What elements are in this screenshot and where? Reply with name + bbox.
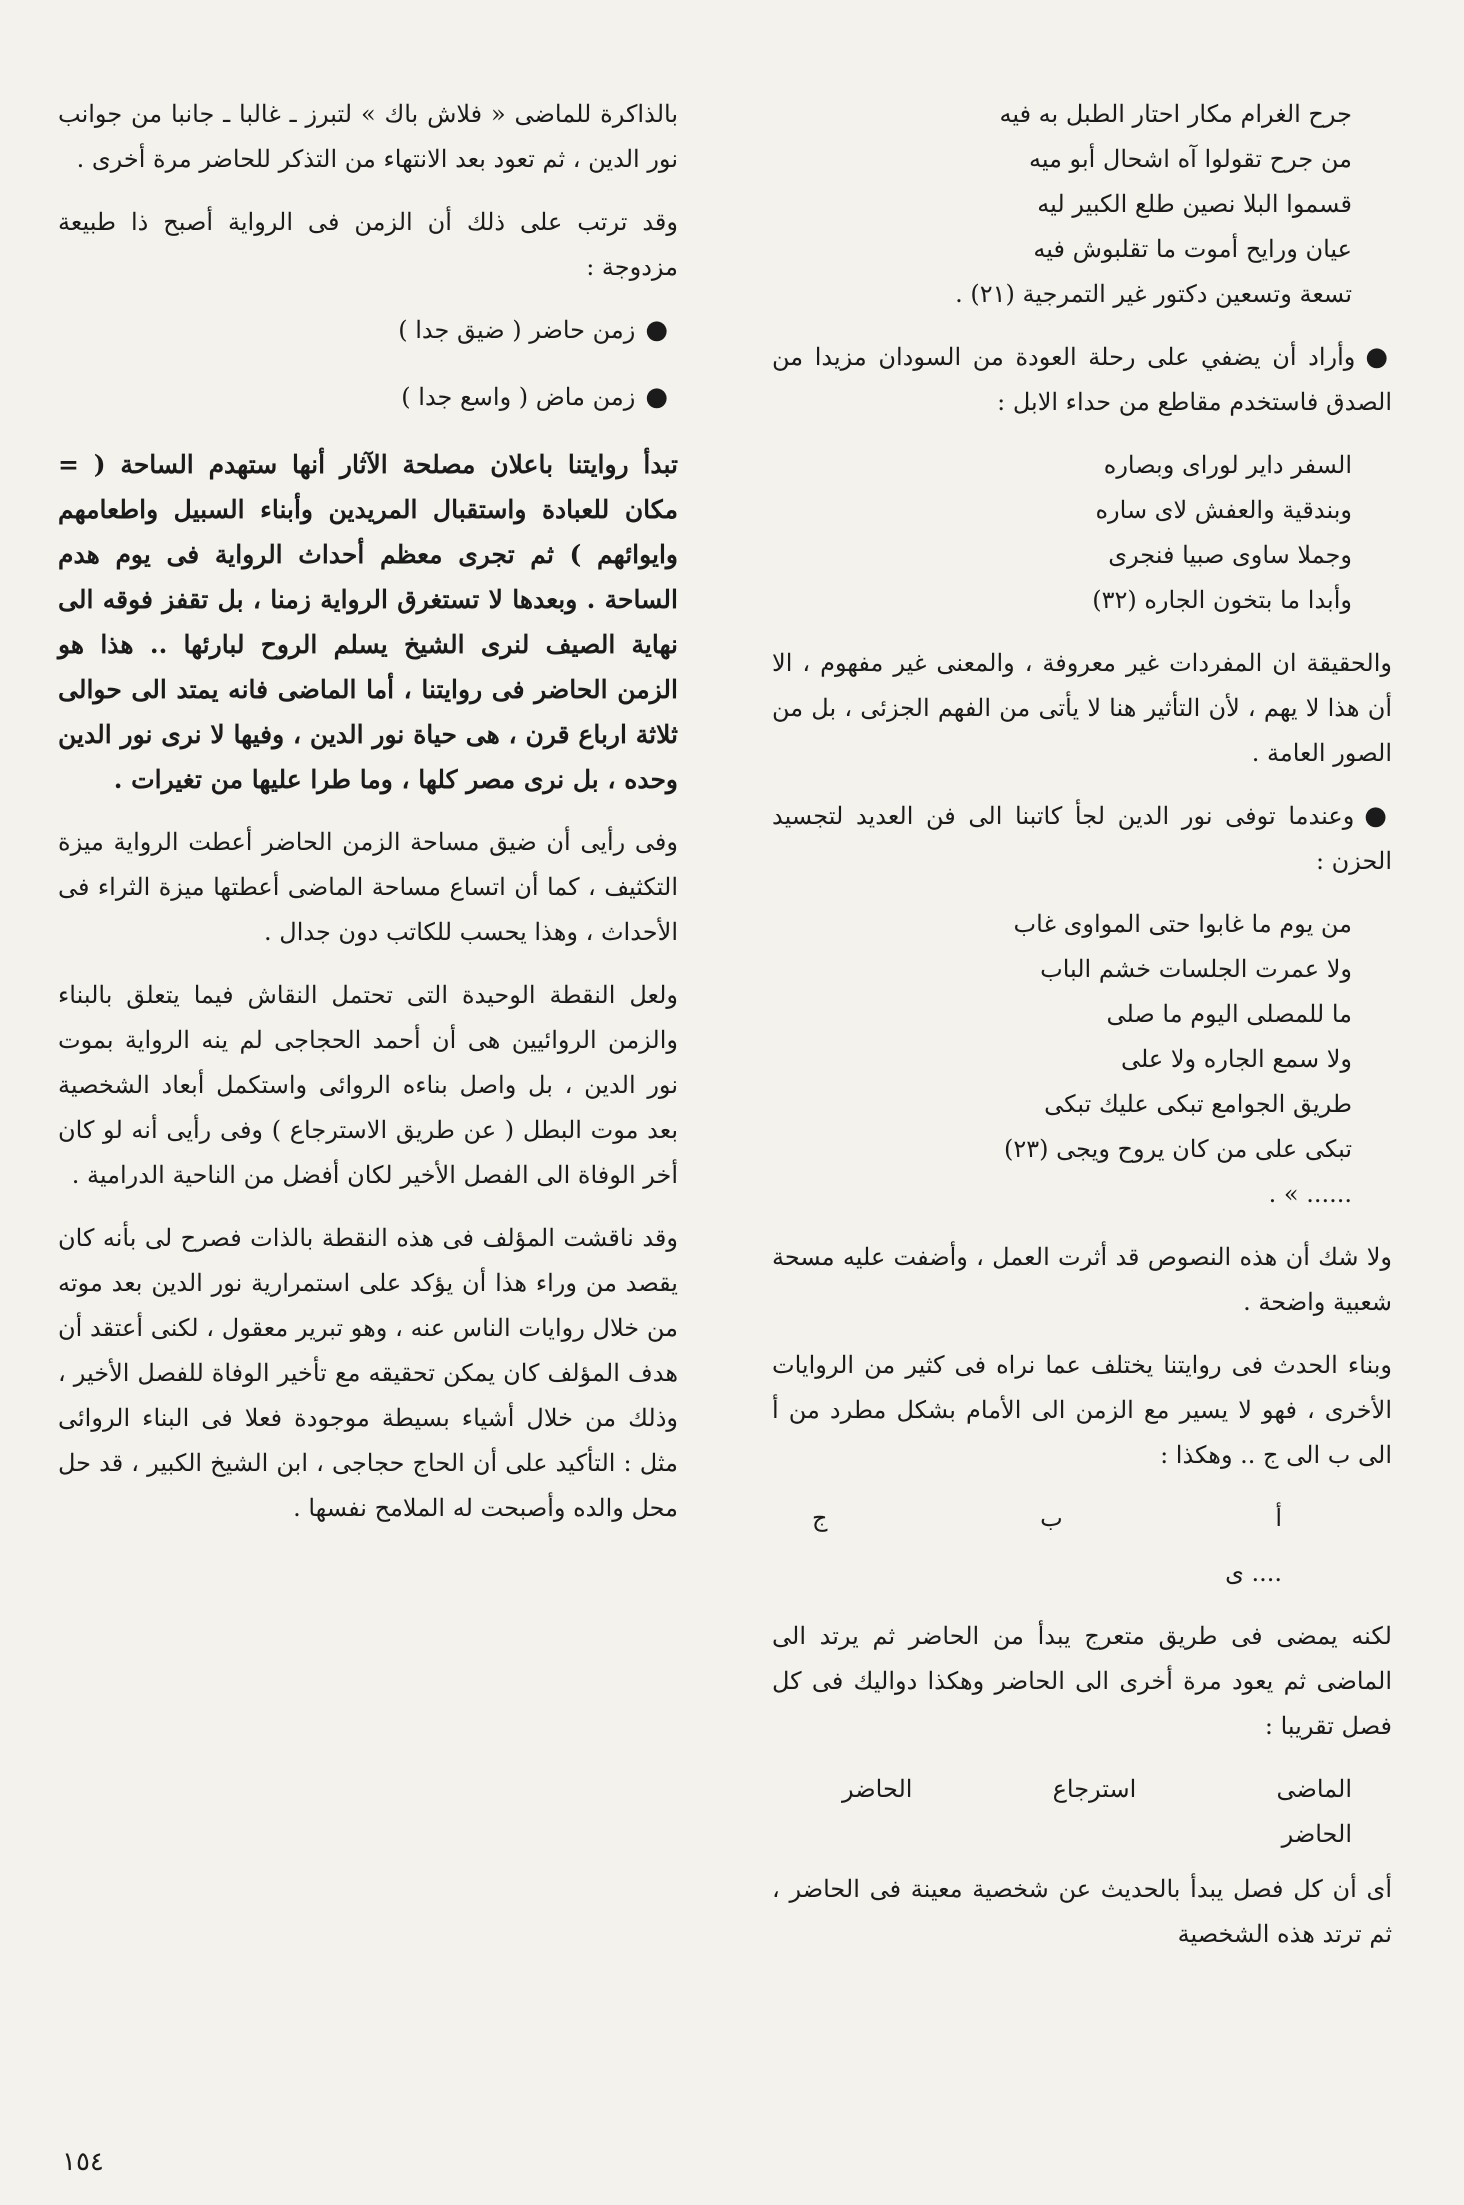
right-column — [772, 92, 1392, 1975]
bullet-icon — [1354, 802, 1392, 830]
timeline-label: استرجاع — [1052, 1775, 1137, 1803]
bullet-icon — [635, 383, 668, 411]
list-item: ● زمن ماض ( واسع جدا ) — [58, 375, 678, 420]
poem-line: من جرح تقولوا آه اشحال أبو ميه — [1028, 145, 1352, 173]
poem-1 — [832, 92, 1352, 317]
paragraph: ● وأراد أن يضفي على رحلة العودة من السودان مزيدا من الصدق فاستخدم مقاطع من حداء الابل : — [772, 335, 1392, 425]
letters-sequence — [812, 1496, 1282, 1541]
poem-line: تبكى على من كان يروح ويجى (٢٣) — [1004, 1135, 1352, 1163]
paragraph: ● وعندما توفى نور الدين لجأ كاتبنا الى فن العديد لتجسيد الحزن : — [772, 794, 1392, 884]
left-column — [58, 92, 678, 1549]
letter: أ — [1275, 1504, 1282, 1532]
poem-line: طريق الجوامع تبكى عليك تبكى — [1044, 1090, 1352, 1118]
poem-line: السفر داير لوراى وبصاره — [1103, 451, 1352, 479]
poem-line: وجملا ساوى صبيا فنجرى — [1108, 541, 1352, 569]
letter: ج — [812, 1504, 828, 1532]
list-item: ● زمن حاضر ( ضيق جدا ) — [58, 308, 678, 353]
paragraph: وقد ترتب على ذلك أن الزمن فى الرواية أصبح ذا طبيعة مزدوجة : — [58, 208, 678, 281]
timeline-diagram — [842, 1767, 1352, 1812]
poem-line: ما للمصلى اليوم ما صلى — [1106, 1000, 1352, 1028]
poem-3 — [832, 902, 1352, 1217]
poem-line: وبندقية والعفش لاى ساره — [1095, 496, 1352, 524]
timeline-label-last: الحاضر — [1281, 1820, 1352, 1848]
poem-line: جرح الغرام مكار احتار الطبل به فيه — [999, 100, 1352, 128]
poem-line: وأبدا ما بتخون الجاره (٣٢) — [1092, 586, 1352, 614]
paragraph: لكنه يمضى فى طريق متعرج يبدأ من الحاضر ثم يرتد الى الماضى ثم يعود مرة أخرى الى الحاضر وهكذا دواليك فى كل فصل تقريبا : — [772, 1622, 1392, 1740]
paragraph: ولعل النقطة الوحيدة التى تحتمل النقاش فيما يتعلق بالبناء والزمن الروائيين هى أن أحمد الحجاجى لم ينه الرواية بموت نور الدين ، بل واصل بناءه الروائى واستكمل أبعاد الشخصية بعد موت البطل ( عن طريق الاسترجاع ) وفى رأيى أنه لو كان أخر الوفاة الى الفصل الأخير لكان أفضل من الناحية الدرامية . — [58, 981, 678, 1189]
poem-line: ولا سمع الجاره ولا على — [1120, 1045, 1352, 1073]
paragraph: وقد ناقشت المؤلف فى هذه النقطة بالذات فصرح لى بأنه كان يقصد من وراء هذا أن يؤكد على استمرارية نور الدين بعد موته من خلال روايات الناس عنه ، وهو تبرير معقول ، لكنى أعتقد أن هدف المؤلف كان يمكن تحقيقه مع تأخير الوفاة للفصل الأخير ، وذلك من خلال أشياء بسيطة موجودة فعلا فى البناء الروائى مثل : التأكيد على أن الحاج حجاجى ، ابن الشيخ الكبير ، قد حل محل والده وأصبحت له الملامح نفسها . — [58, 1224, 678, 1522]
paragraph: بالذاكرة للماضى « فلاش باك » لتبرز ـ غالبا ـ جانبا من جوانب نور الدين ، ثم تعود بعد الانتهاء من التذكر للحاضر مرة أخرى . — [58, 100, 678, 173]
page-number: ١٥٤ — [62, 2147, 104, 2177]
poem-line: ...... » . — [1268, 1180, 1352, 1208]
timeline-label: الماضى — [1276, 1775, 1352, 1803]
paragraph: والحقيقة ان المفردات غير معروفة ، والمعنى غير مفهوم ، الا أن هذا لا يهم ، لأن التأثير هنا لا يأتى من الفهم الجزئى ، بل من الصور العامة . — [772, 649, 1392, 767]
letter: ب — [1040, 1504, 1063, 1532]
bullet-icon — [1355, 343, 1392, 371]
paragraph: وبناء الحدث فى روايتنا يختلف عما نراه فى كثير من الروايات الأخرى ، فهو لا يسير مع الزمن الى الأمام بشكل مطرد من أ الى ب الى ج .. وهكذا : — [772, 1351, 1392, 1469]
paragraph: ولا شك أن هذه النصوص قد أثرت العمل ، وأضفت عليه مسحة شعبية واضحة . — [772, 1243, 1392, 1316]
poem-line: من يوم ما غابوا حتى المواوى غاب — [1013, 910, 1352, 938]
timeline-label: الحاضر — [842, 1775, 913, 1803]
poem-line: قسموا البلا نصين طلع الكبير ليه — [1037, 190, 1352, 218]
letters-sequence-end: .... ى — [1225, 1559, 1282, 1587]
bold-paragraph: تبدأ روايتنا باعلان مصلحة الآثار أنها ستهدم الساحة ( = مكان للعبادة واستقبال المريدين وأبناء السبيل واطعامهم وايوائهم ) ثم تجرى معظم أحداث الرواية فى يوم هدم الساحة . وبعدها لا تستغرق الرواية زمنا ، بل تقفز فوقه الى نهاية الصيف لنرى الشيخ يسلم الروح لبارئها .. هذا هو الزمن الحاضر فى روايتنا ، أما الماضى فانه يمتد الى حوالى ثلاثة ارباع قرن ، هى حياة نور الدين ، وفيها لا نرى نور الدين وحده ، بل نرى مصر كلها ، وما طرا عليها من تغيرات . — [58, 450, 678, 794]
poem-2 — [832, 443, 1352, 623]
paragraph: أى أن كل فصل يبدأ بالحديث عن شخصية معينة فى الحاضر ، ثم ترتد هذه الشخصية — [772, 1875, 1392, 1948]
poem-line: تسعة وتسعين دكتور غير التمرجية (٢١) . — [955, 280, 1352, 308]
paragraph: وفى رأيى أن ضيق مساحة الزمن الحاضر أعطت الرواية ميزة التكثيف ، كما أن اتساع مساحة الماضى أعطتها ميزة الثراء فى الأحداث ، وهذا يحسب للكاتب دون جدال . — [58, 828, 678, 946]
poem-line: عيان ورايح أموت ما تقلبوش فيه — [1033, 235, 1352, 263]
poem-line: ولا عمرت الجلسات خشم الباب — [1040, 955, 1352, 983]
bullet-icon — [635, 316, 668, 344]
